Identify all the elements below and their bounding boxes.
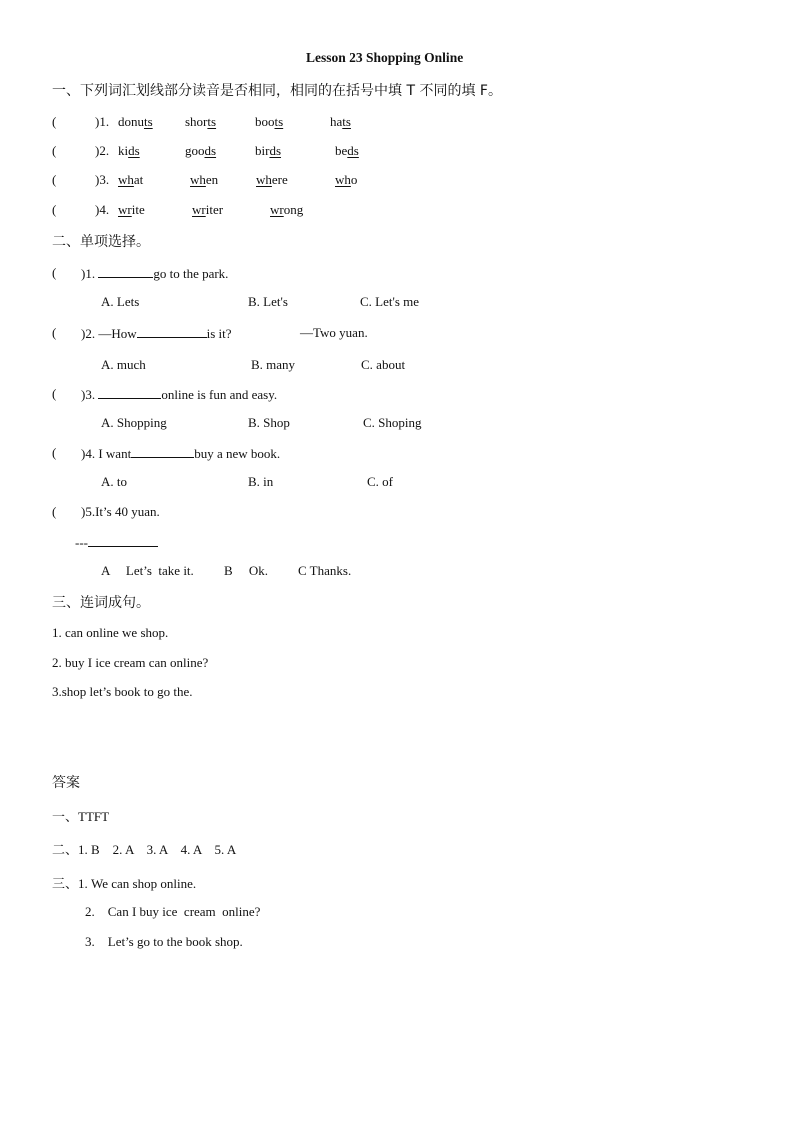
option-b: B. in <box>248 474 274 489</box>
question-4: )4. I want buy a new book. <box>81 446 281 461</box>
question-5-response: --- <box>75 534 158 551</box>
option-c: C Thanks. <box>298 563 352 578</box>
question-1: )1. go to the park. <box>81 266 229 281</box>
question-5: )5.It’s 40 yuan. <box>81 504 160 519</box>
answer-line-5: 3. Let’s go to the book shop. <box>85 934 243 949</box>
option-a: A Let’s take it. <box>101 563 194 578</box>
paren-open: ( <box>52 265 57 280</box>
paren-open: ( <box>52 386 57 401</box>
option-b: B. many <box>251 357 296 372</box>
word: write <box>118 202 145 217</box>
paren-open: ( <box>52 172 57 187</box>
word: who <box>335 172 358 187</box>
answer-line-2: 二、1. B 2. A 3. A 4. A 5. A <box>52 842 237 857</box>
option-a: A. Lets <box>101 294 140 309</box>
option-c: C. Shoping <box>363 415 422 430</box>
section1-heading: 一、下列词汇划线部分读音是否相同，相同的在括号中填 T 不同的填 F。 <box>52 83 502 99</box>
question-2-reply: —Two yuan. <box>300 325 368 340</box>
word: birds <box>255 143 282 158</box>
paren-open: ( <box>52 445 57 460</box>
word: writer <box>192 202 224 217</box>
section3-heading: 三、连词成句。 <box>52 595 150 611</box>
answer-line-3: 三、1. We can shop online. <box>52 876 197 891</box>
word: donuts <box>118 114 153 129</box>
answer-blank <box>88 534 158 547</box>
row-number: )2. <box>95 143 110 158</box>
word: kids <box>118 143 140 158</box>
option-b: B Ok. <box>224 563 269 578</box>
word: beds <box>335 143 359 158</box>
section2-heading: 二、单项选择。 <box>52 234 150 250</box>
row-number: )1. <box>95 114 110 129</box>
paren-open: ( <box>52 202 57 217</box>
answers-heading: 答案 <box>52 775 80 791</box>
sentence-item-3: 3.shop let’s book to go the. <box>52 684 193 699</box>
option-a: A. to <box>101 474 127 489</box>
answer-blank <box>137 325 207 338</box>
option-c: C. Let's me <box>360 294 420 309</box>
page-title: Lesson 23 Shopping Online <box>306 50 464 65</box>
option-c: C. of <box>367 474 393 489</box>
sentence-item-2: 2. buy I ice cream can online? <box>52 655 209 670</box>
paren-open: ( <box>52 504 57 519</box>
word: hats <box>330 114 351 129</box>
word: shorts <box>185 114 217 129</box>
word: what <box>118 172 144 187</box>
word: wrong <box>270 202 304 217</box>
answer-blank <box>131 445 194 458</box>
word: where <box>256 172 288 187</box>
word: when <box>190 172 219 187</box>
answer-blank <box>98 265 153 278</box>
paren-open: ( <box>52 143 57 158</box>
answer-line-1: 一、TTFT <box>52 809 110 824</box>
row-number: )4. <box>95 202 110 217</box>
option-c: C. about <box>361 357 406 372</box>
word: goods <box>185 143 217 158</box>
option-b: B. Let's <box>248 294 288 309</box>
answer-line-4: 2. Can I buy ice cream online? <box>85 904 261 919</box>
row-number: )3. <box>95 172 110 187</box>
paren-open: ( <box>52 114 57 129</box>
question-3: )3. online is fun and easy. <box>81 387 278 402</box>
answer-blank <box>98 386 161 399</box>
sentence-item-1: 1. can online we shop. <box>52 625 169 640</box>
option-a: A. Shopping <box>101 415 167 430</box>
option-b: B. Shop <box>248 415 290 430</box>
question-2: )2. —How is it? <box>81 326 232 341</box>
option-a: A. much <box>101 357 146 372</box>
paren-open: ( <box>52 325 57 340</box>
word: boots <box>255 114 284 129</box>
